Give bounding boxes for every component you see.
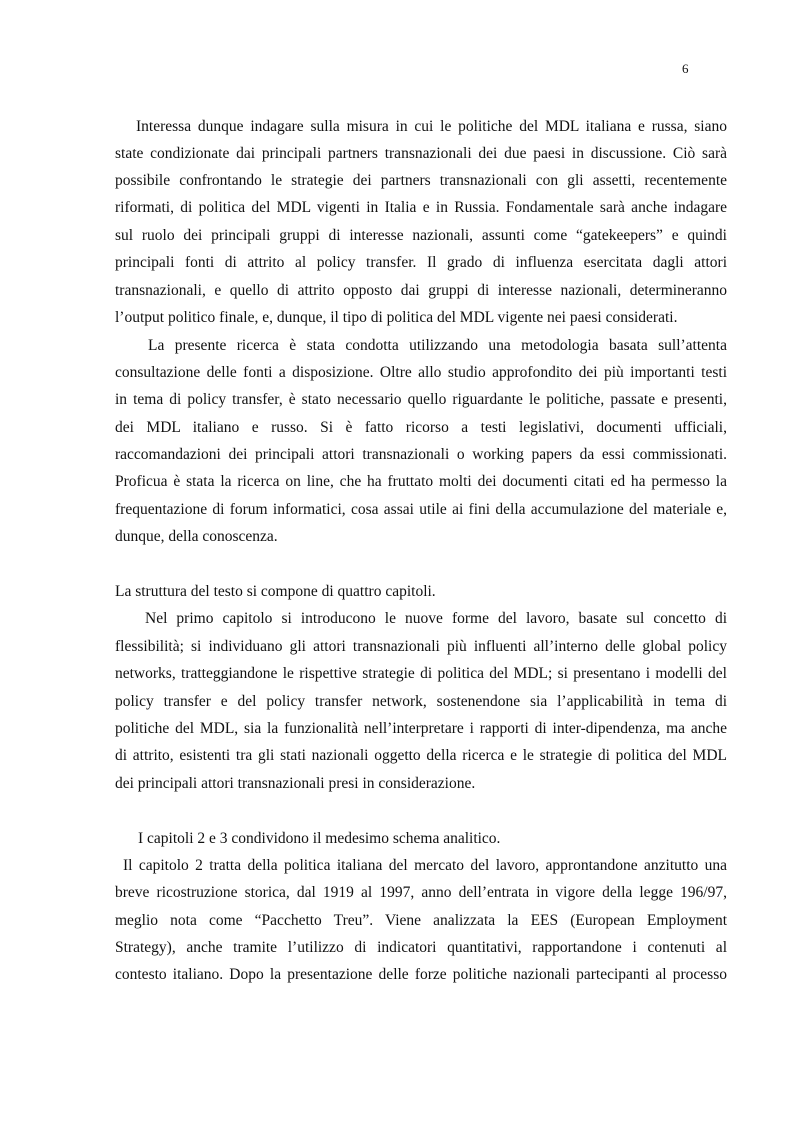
text-line: raccomandazioni dei principali attori transnazionali o working papers da essi commissionati. [115, 446, 727, 463]
text-line: contesto italiano. Dopo la presentazione delle forze politiche nazionali partecipanti al processo [115, 966, 727, 983]
text-line: Nel primo capitolo si introducono le nuove forme del lavoro, basate sul concetto di [145, 610, 727, 627]
text-line: dunque, della conoscenza. [115, 528, 278, 545]
page-number: 6 [682, 61, 689, 76]
text-line: policy transfer e del policy transfer network, sostenendone sia l’applicabilità in tema di [115, 693, 727, 710]
text-line: frequentazione di forum informatici, cosa assai utile ai fini della accumulazione del materiale e, [115, 501, 727, 518]
text-line: di attrito, esistenti tra gli stati nazionali oggetto della ricerca e le strategie di politica del MDL [115, 747, 727, 764]
text-line: meglio nota come “Pacchetto Treu”. Viene analizzata la EES (European Employment [115, 912, 727, 929]
text-line: flessibilità; si individuano gli attori transnazionali più influenti all’interno delle global policy [115, 638, 727, 655]
text-line: sul ruolo dei principali gruppi di interesse nazionali, assunti come “gatekeepers” e quindi [115, 227, 727, 244]
text-line: Proficua è stata la ricerca on line, che ha fruttato molti dei documenti citati ed ha permesso la [115, 473, 727, 490]
text-line: Il capitolo 2 tratta della politica italiana del mercato del lavoro, approntandone anzitutto una [123, 857, 727, 874]
text-line: breve ricostruzione storica, dal 1919 al 1997, anno dell’entrata in vigore della legge 196/97, [115, 884, 727, 901]
text-line: dei MDL italiano e russo. Si è fatto ricorso a testi legislativi, documenti ufficiali, [115, 419, 727, 436]
text-line: l’output politico finale, e, dunque, il tipo di politica del MDL vigente nei paesi considerati. [115, 309, 678, 326]
text-line: principali fonti di attrito al policy transfer. Il grado di influenza esercitata dagli attori [115, 254, 727, 271]
text-line: politiche del MDL, sia la funzionalità nell’interpretare i rapporti di inter-dipendenza, ma anche [115, 720, 727, 737]
text-line: consultazione delle fonti a disposizione. Oltre allo studio approfondito dei più importanti testi [115, 364, 727, 381]
text-line: Interessa dunque indagare sulla misura in cui le politiche del MDL italiana e russa, siano [136, 118, 727, 135]
text-line: networks, tratteggiandone le rispettive strategie di politica del MDL; si presentano i modelli del [115, 665, 727, 682]
text-line: I capitoli 2 e 3 condividono il medesimo schema analitico. [138, 830, 501, 847]
text-line: La presente ricerca è stata condotta utilizzando una metodologia basata sull’attenta [148, 337, 727, 354]
text-line: La struttura del testo si compone di quattro capitoli. [115, 583, 436, 600]
text-line: riformati, di politica del MDL vigenti in Italia e in Russia. Fondamentale sarà anche indagare [115, 199, 727, 216]
text-line: state condizionate dai principali partners transnazionali dei due paesi in discussione. Ciò sarà [115, 145, 727, 162]
text-line: possibile confrontando le strategie dei partners transnazionali con gli assetti, recentemente [115, 172, 727, 189]
text-line: Strategy), anche tramite l’utilizzo di indicatori quantitativi, rapportandone i contenuti al [115, 939, 727, 956]
text-line: in tema di policy transfer, è stato necessario quello riguardante le politiche, passate e presenti, [115, 391, 727, 408]
text-line: transnazionali, e quello di attrito opposto dai gruppi di interesse nazionali, determineranno [115, 282, 727, 299]
text-line: dei principali attori transnazionali presi in considerazione. [115, 775, 476, 792]
